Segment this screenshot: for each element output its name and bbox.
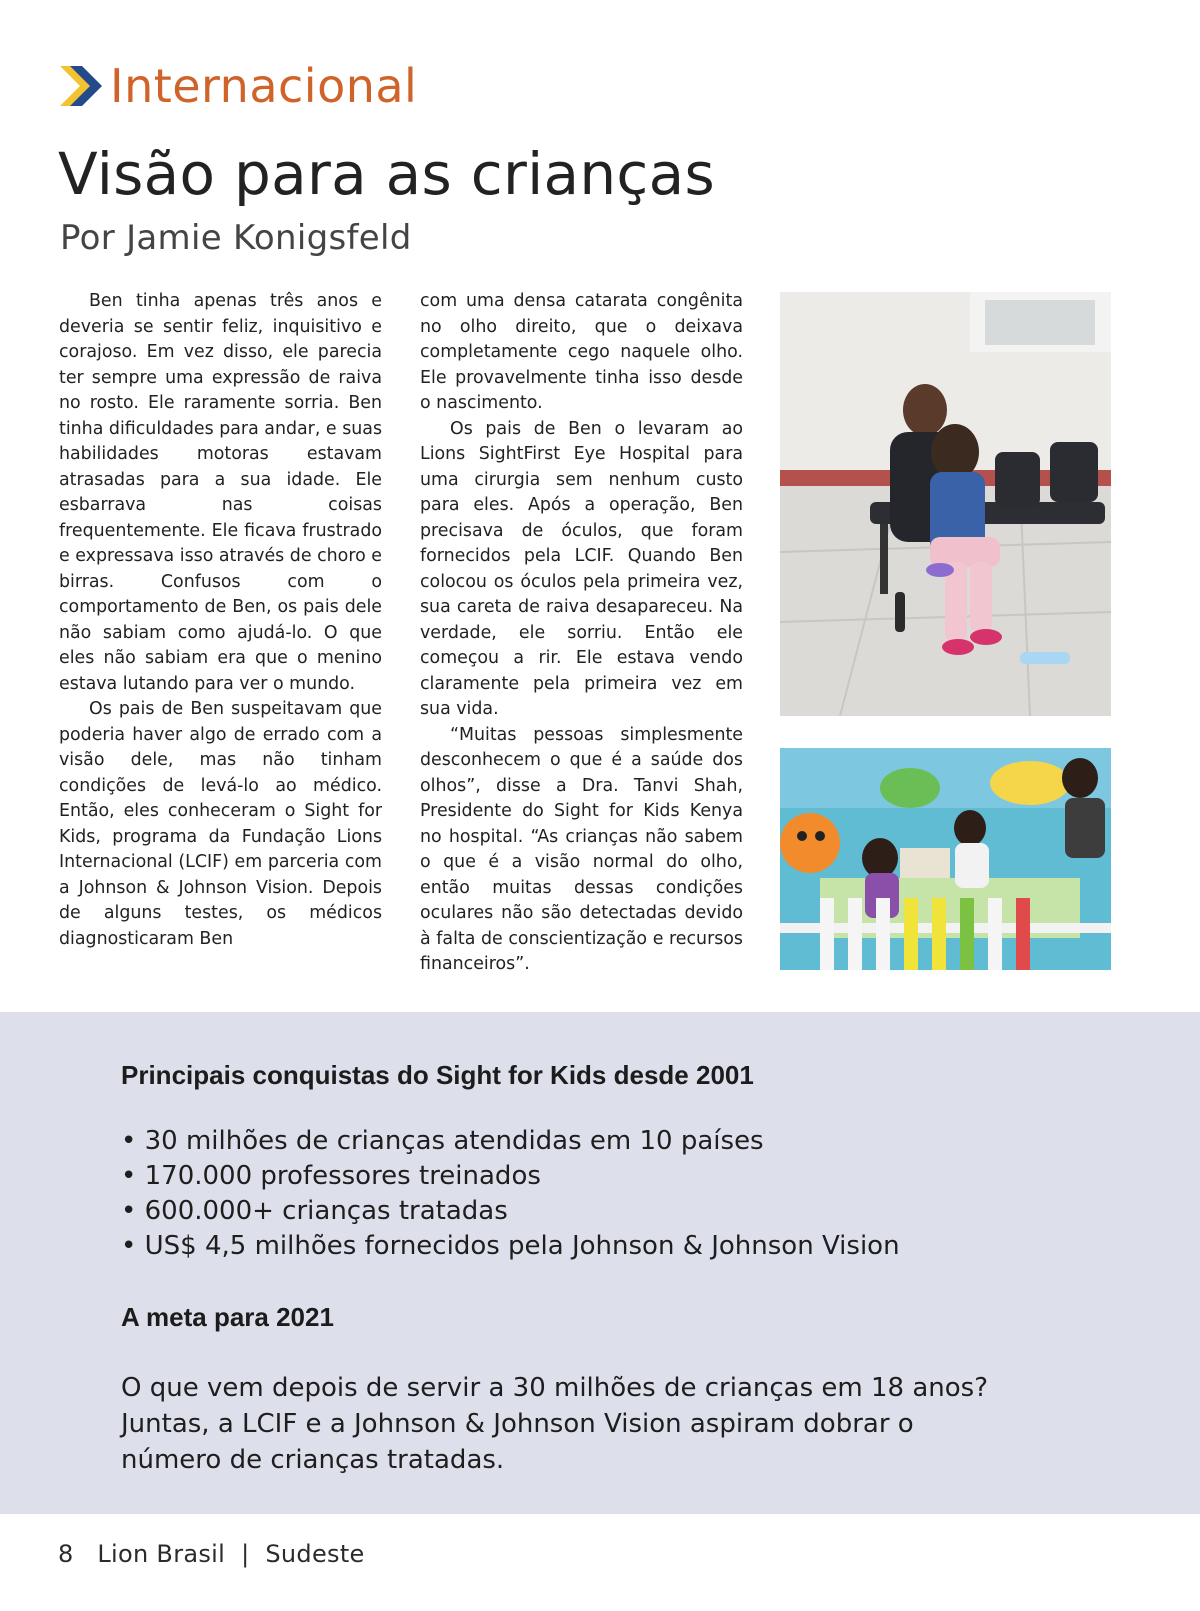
article-title: Visão para as crianças (58, 140, 715, 208)
article-column-1 (59, 289, 382, 952)
list-item: • 170.000 professores treinados (121, 1159, 900, 1194)
list-item: • US$ 4,5 milhões fornecidos pela Johnson & Johnson Vision (121, 1229, 900, 1264)
section-header (58, 58, 417, 114)
article-column-2 (420, 289, 743, 978)
page-footer (58, 1540, 365, 1568)
list-item: • 30 milhões de crianças atendidas em 10 países (121, 1124, 900, 1159)
goal-heading: A meta para 2021 (121, 1302, 334, 1332)
article-byline: Por Jamie Konigsfeld (60, 218, 412, 258)
paragraph: “Muitas pessoas simplesmente desconhecem o que é a saúde dos olhos”, disse a Dra. Tanvi Shah, Presidente do Sight for Kids Kenya no hospital. “As crianças não sabem o que é a visão normal do olho, então muitas dessas condições oculares não são detectadas devido à falta de conscientização e recursos financeiros”. (420, 724, 743, 974)
achievements-list (121, 1124, 900, 1264)
chevron-right-icon (58, 64, 102, 108)
page-number: 8 (58, 1540, 74, 1568)
photo-children-playing (780, 748, 1111, 970)
goal-text: O que vem depois de servir a 30 milhões de crianças em 18 anos? Juntas, a LCIF e a Johnson & Johnson Vision aspiram dobrar o número de crianças tratadas. (121, 1373, 988, 1475)
list-item: • 600.000+ crianças tratadas (121, 1194, 900, 1229)
region-name: Sudeste (265, 1540, 365, 1568)
publication-name: Lion Brasil (97, 1540, 226, 1568)
section-title: Internacional (110, 59, 418, 113)
footer-separator: | (241, 1540, 250, 1568)
paragraph: Os pais de Ben suspeitavam que poderia haver algo de errado com a visão dele, mas não tinham condições de levá-lo ao médico. Então, eles conheceram o Sight for Kids, programa da Fundação Lions Internacional (LCIF) em parceria com a Johnson & Johnson Vision. Depois de alguns testes, os médicos diagnosticaram Ben (59, 699, 382, 949)
photo-hospital-waiting-room (780, 292, 1111, 716)
paragraph: Os pais de Ben o levaram ao Lions SightFirst Eye Hospital para uma cirurgia sem nenhum custo para eles. Após a operação, Ben precisava de óculos, que foram fornecidos pela LCIF. Quando Ben colocou os óculos pela primeira vez, sua careta de raiva desapareceu. Na verdade, ele sorriu. Então ele começou a rir. Ele estava vendo claramente pela primeira vez em sua vida. (420, 418, 743, 719)
paragraph: com uma densa catarata congênita no olho direito, que o deixava completamente cego naquele olho. Ele provavelmente tinha isso desde o nascimento. (420, 291, 743, 413)
paragraph: Ben tinha apenas três anos e deveria se sentir feliz, inquisitivo e corajoso. Em vez disso, ele parecia ter sempre uma expressão de raiva no rosto. Ele raramente sorria. Ben tinha dificuldades para andar, e suas habilidades motoras estavam atrasadas para a sua idade. Ele esbarrava nas coisas frequentemente. Ele ficava frustrado e expressava isso através de choro e birras. Confusos com o comportamento de Ben, os pais dele não sabiam como ajudá-lo. O que eles não sabiam era que o menino estava lutando para ver o mundo. (59, 291, 382, 694)
achievements-heading: Principais conquistas do Sight for Kids desde 2001 (121, 1060, 754, 1090)
